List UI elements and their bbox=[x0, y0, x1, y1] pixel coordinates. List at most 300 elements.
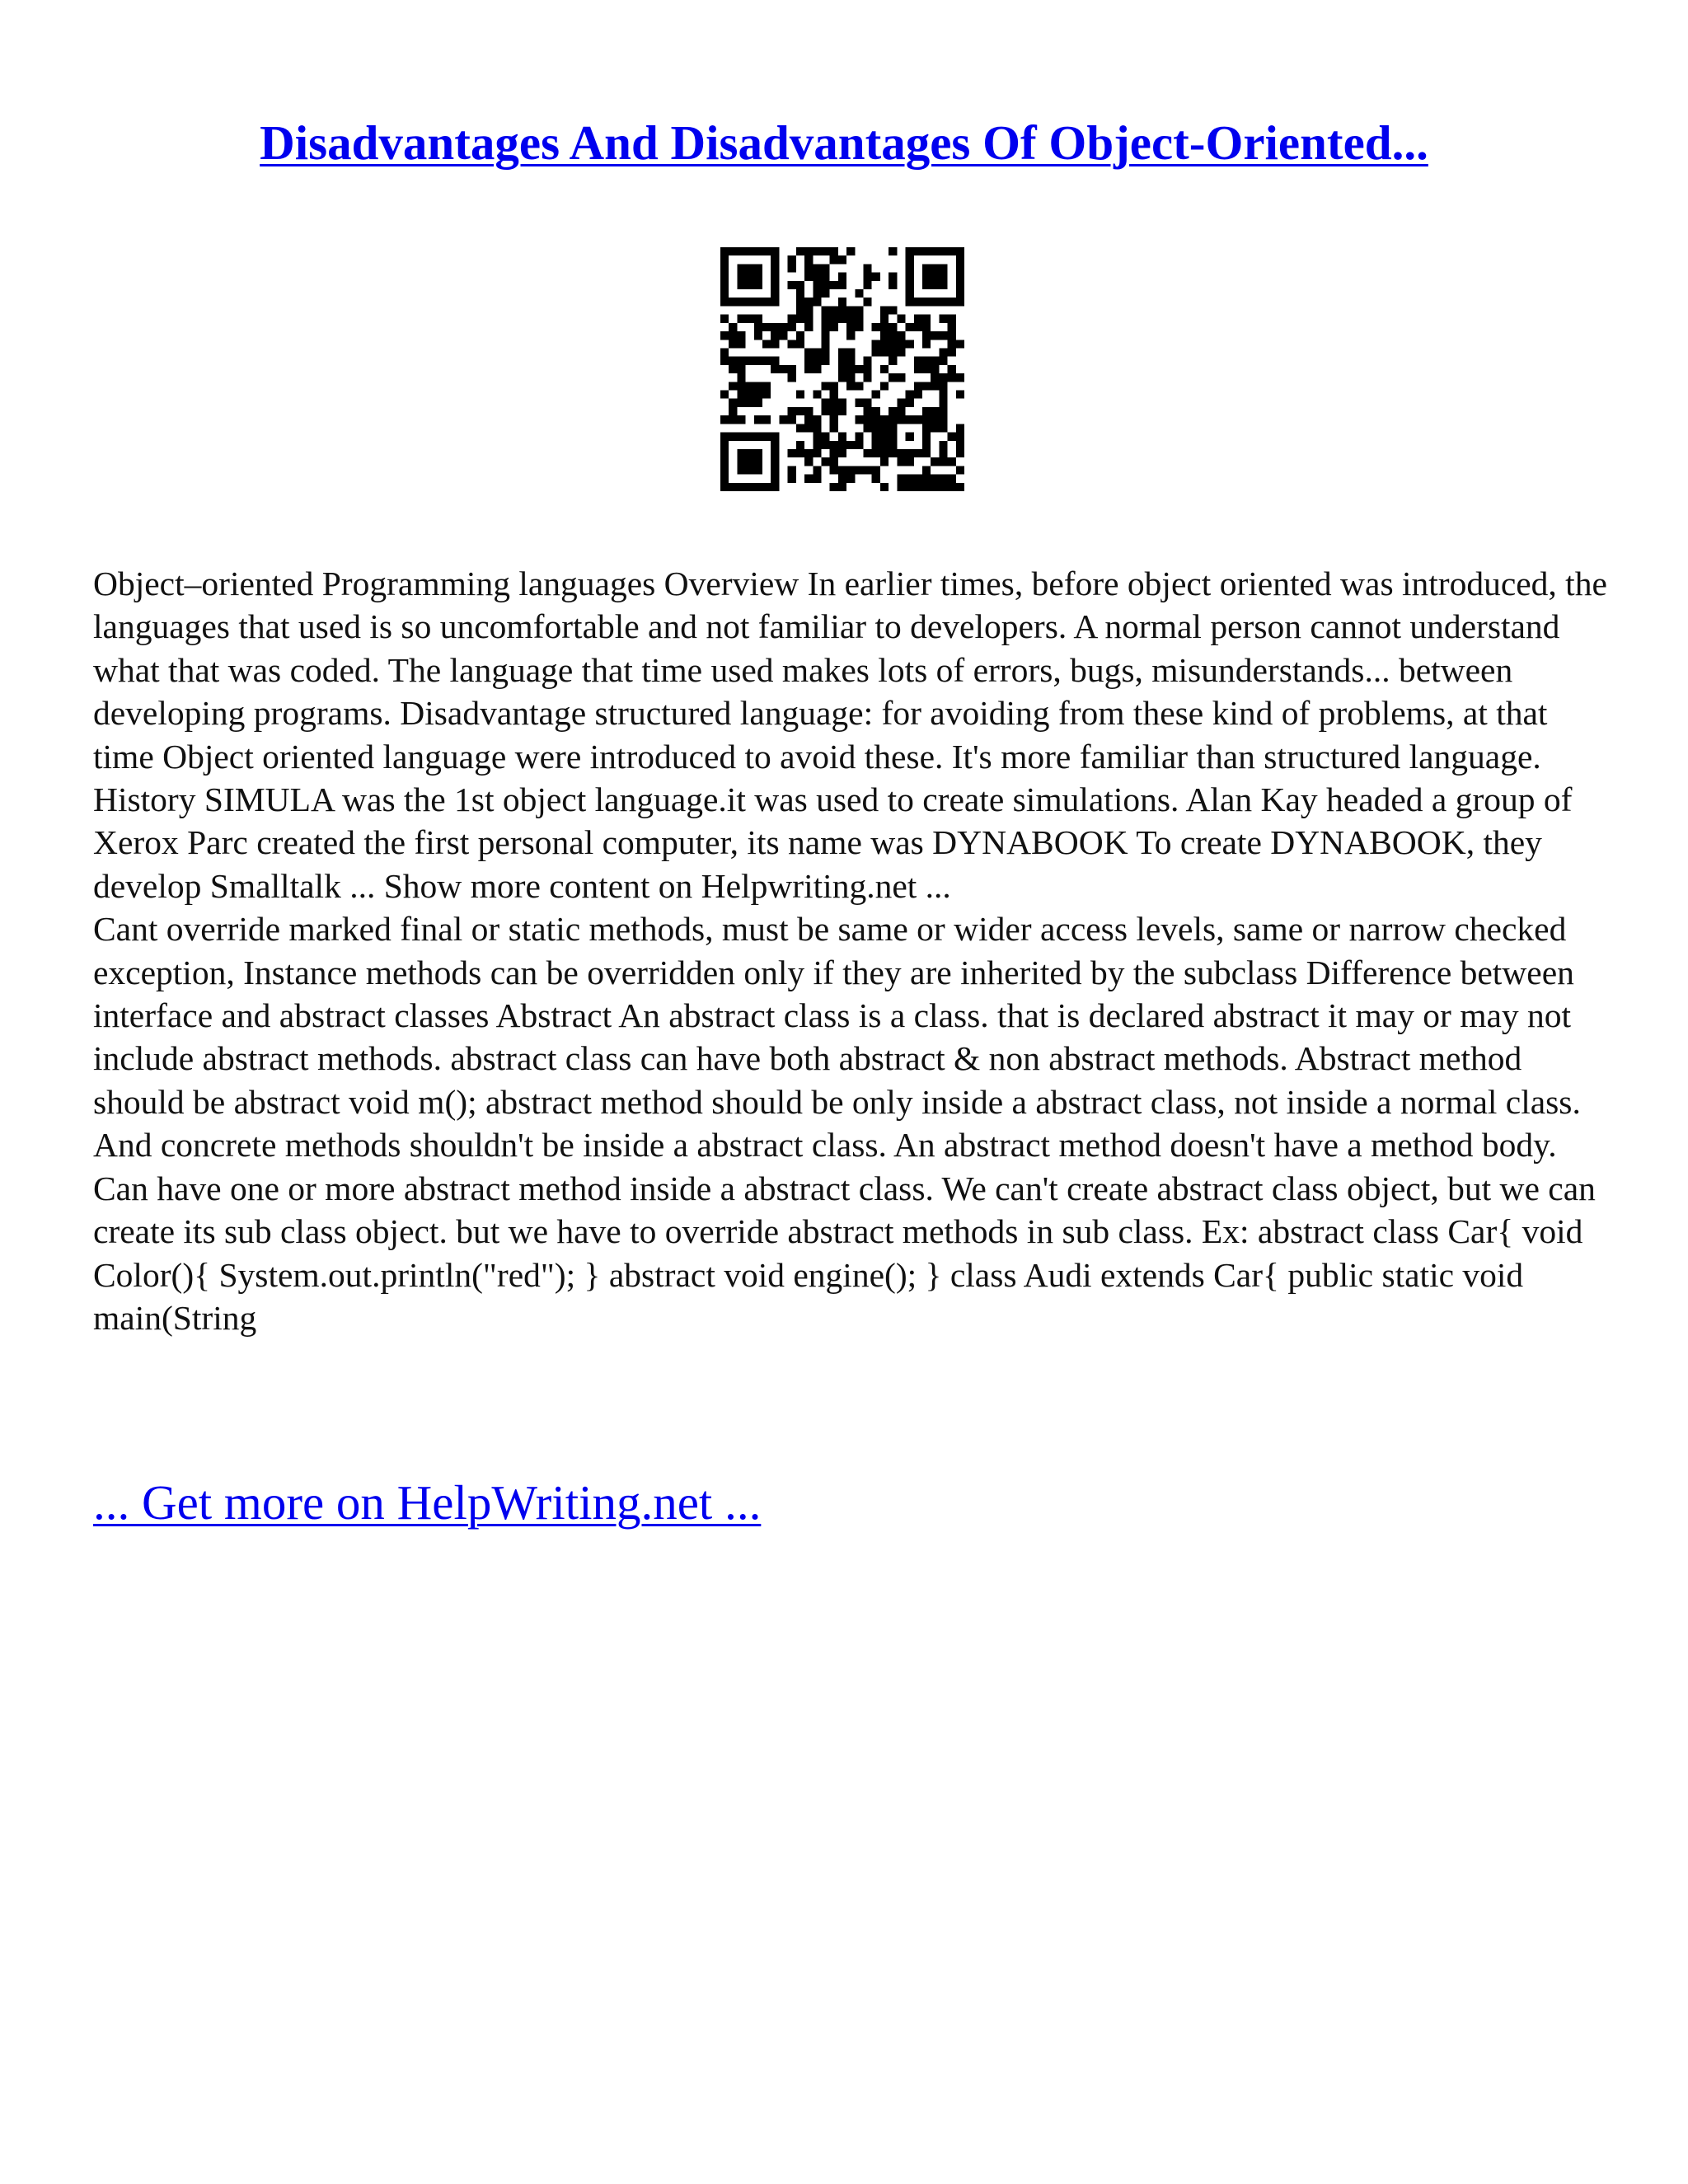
qr-module bbox=[804, 306, 813, 314]
qr-module bbox=[762, 391, 771, 399]
qr-module bbox=[720, 457, 729, 466]
qr-module bbox=[796, 449, 804, 457]
qr-module bbox=[906, 457, 914, 466]
qr-module bbox=[729, 415, 737, 424]
qr-module bbox=[720, 483, 729, 491]
qr-module bbox=[922, 340, 931, 348]
qr-module bbox=[754, 382, 762, 390]
qr-module bbox=[779, 323, 787, 331]
qr-module bbox=[813, 273, 821, 281]
qr-module bbox=[864, 449, 872, 457]
qr-module bbox=[838, 306, 846, 314]
qr-module bbox=[897, 399, 905, 407]
qr-module bbox=[922, 331, 931, 340]
qr-module bbox=[914, 449, 922, 457]
qr-module bbox=[762, 323, 771, 331]
qr-module bbox=[880, 424, 889, 432]
qr-module bbox=[889, 441, 897, 449]
qr-module bbox=[956, 441, 964, 449]
qr-module bbox=[729, 382, 737, 390]
qr-module bbox=[897, 348, 905, 356]
qr-module bbox=[906, 399, 914, 407]
qr-module bbox=[729, 331, 737, 340]
qr-module bbox=[771, 340, 779, 348]
paragraph-abstract-classes: Cant override marked final or static methods, must be same or wider access levels, same or narrow checked exception, Instance methods can be overridden only if they are inherited by the subclass Difference between interface and abstract classes Abstract An abstract class is a class. that is declared abstract it may or may not include abstract methods. abstract class can have both abstract & non abstract methods. Abstract method should be abstract void m(); abstract method should be only inside a abstract class, not inside a normal class. And concrete methods shouldn't be inside a abstract class. An abstract method doesn't have a method body. Can have one or more abstract method inside a abstract class. We can't create abstract class object, but we can create its sub class object. but we have to override abstract methods in sub class. Ex: abstract class Car{ void Color(){ System.out.println("red"); } abstract void engine(); } class Audi extends Car{ public static void main(String bbox=[93, 910, 1596, 1337]
qr-module bbox=[948, 298, 956, 306]
qr-module bbox=[821, 399, 829, 407]
qr-module bbox=[931, 457, 939, 466]
qr-module bbox=[872, 433, 880, 441]
qr-module bbox=[821, 340, 829, 348]
qr-module bbox=[821, 281, 829, 289]
qr-module bbox=[821, 348, 829, 356]
qr-module bbox=[897, 475, 905, 483]
qr-module bbox=[762, 433, 771, 441]
qr-module bbox=[838, 399, 846, 407]
paragraph-overview: Object–oriented Programming languages Overview In earlier times, before object oriented was introduced, the languages that used is so uncomfortable and not familiar to developers. A normal person cannot understand what that was coded. The language that time used makes lots of errors, bugs, misunderstands... between developing programs. Disadvantage structured language: for avoiding from these kind of problems, at that time Object oriented language were introduced to avoid these. It's more familiar than structured language. History SIMULA was the 1st object language.it was used to create simulations. Alan Kay headed a group of Xerox Parc created the first personal computer, its name was DYNABOOK To create DYNABOOK, they develop Smalltalk ... Show more content on Helpwriting.net ... bbox=[93, 565, 1607, 905]
qr-module bbox=[754, 264, 762, 272]
qr-module bbox=[737, 433, 745, 441]
qr-module bbox=[804, 415, 813, 424]
qr-module bbox=[762, 340, 771, 348]
qr-module bbox=[729, 407, 737, 415]
qr-module bbox=[830, 255, 838, 264]
qr-module bbox=[830, 315, 838, 323]
qr-module bbox=[804, 365, 813, 373]
qr-code-image bbox=[720, 247, 964, 491]
qr-module bbox=[872, 424, 880, 432]
qr-module bbox=[922, 449, 931, 457]
qr-module bbox=[864, 298, 872, 306]
qr-module bbox=[922, 466, 931, 474]
qr-module bbox=[813, 348, 821, 356]
qr-module bbox=[813, 289, 821, 298]
qr-module bbox=[889, 247, 897, 255]
qr-module bbox=[804, 255, 813, 264]
qr-module bbox=[813, 281, 821, 289]
qr-module bbox=[720, 475, 729, 483]
qr-module bbox=[788, 407, 796, 415]
qr-module bbox=[737, 391, 745, 399]
qr-module bbox=[813, 475, 821, 483]
qr-module bbox=[796, 424, 804, 432]
qr-module bbox=[939, 281, 947, 289]
qr-module bbox=[729, 399, 737, 407]
qr-module bbox=[838, 315, 846, 323]
qr-module bbox=[864, 273, 872, 281]
qr-module bbox=[729, 340, 737, 348]
qr-module bbox=[838, 273, 846, 281]
qr-module bbox=[948, 433, 956, 441]
qr-module bbox=[914, 365, 922, 373]
qr-module bbox=[729, 433, 737, 441]
qr-module bbox=[754, 281, 762, 289]
qr-module bbox=[939, 247, 947, 255]
qr-module bbox=[897, 457, 905, 466]
qr-module bbox=[771, 357, 779, 365]
qr-module bbox=[931, 415, 939, 424]
qr-module bbox=[948, 340, 956, 348]
qr-module bbox=[939, 407, 947, 415]
qr-module bbox=[880, 457, 889, 466]
qr-module bbox=[771, 457, 779, 466]
qr-module bbox=[880, 323, 889, 331]
qr-module bbox=[956, 340, 964, 348]
qr-module bbox=[746, 357, 754, 365]
qr-module bbox=[897, 315, 905, 323]
qr-module bbox=[880, 340, 889, 348]
qr-module bbox=[737, 457, 745, 466]
qr-module bbox=[771, 441, 779, 449]
qr-module bbox=[846, 373, 855, 382]
qr-module bbox=[737, 340, 745, 348]
qr-module bbox=[939, 331, 947, 340]
qr-module bbox=[880, 348, 889, 356]
qr-module bbox=[838, 357, 846, 365]
qr-module bbox=[737, 315, 745, 323]
qr-module bbox=[846, 247, 855, 255]
qr-module bbox=[813, 449, 821, 457]
qr-module bbox=[948, 457, 956, 466]
qr-module bbox=[864, 281, 872, 289]
qr-module bbox=[872, 466, 880, 474]
qr-module bbox=[931, 331, 939, 340]
qr-module bbox=[804, 424, 813, 432]
qr-module bbox=[813, 433, 821, 441]
qr-module bbox=[830, 466, 838, 474]
qr-module bbox=[754, 415, 762, 424]
qr-module bbox=[720, 415, 729, 424]
qr-module bbox=[956, 466, 964, 474]
qr-module bbox=[720, 466, 729, 474]
qr-module bbox=[830, 457, 838, 466]
qr-module bbox=[830, 247, 838, 255]
qr-module bbox=[838, 433, 846, 441]
qr-code-graphic bbox=[720, 247, 964, 491]
qr-module bbox=[838, 281, 846, 289]
qr-module bbox=[788, 340, 796, 348]
qr-module bbox=[838, 449, 846, 457]
qr-module bbox=[906, 281, 914, 289]
qr-module bbox=[889, 340, 897, 348]
qr-module bbox=[729, 247, 737, 255]
qr-module bbox=[804, 264, 813, 272]
qr-module bbox=[914, 415, 922, 424]
qr-module bbox=[821, 247, 829, 255]
qr-module bbox=[956, 391, 964, 399]
qr-module bbox=[906, 289, 914, 298]
qr-module bbox=[864, 407, 872, 415]
qr-module bbox=[762, 483, 771, 491]
qr-module bbox=[922, 441, 931, 449]
qr-module bbox=[864, 415, 872, 424]
qr-module bbox=[821, 315, 829, 323]
qr-module bbox=[830, 407, 838, 415]
qr-module bbox=[956, 281, 964, 289]
qr-module bbox=[737, 247, 745, 255]
qr-module bbox=[864, 357, 872, 365]
qr-module bbox=[880, 483, 889, 491]
qr-module bbox=[906, 449, 914, 457]
qr-module bbox=[846, 382, 855, 390]
qr-module bbox=[872, 348, 880, 356]
qr-module bbox=[880, 433, 889, 441]
qr-module bbox=[864, 373, 872, 382]
qr-module bbox=[846, 331, 855, 340]
qr-module bbox=[880, 382, 889, 390]
qr-module bbox=[948, 323, 956, 331]
qr-module bbox=[788, 255, 796, 264]
qr-module bbox=[821, 323, 829, 331]
qr-module bbox=[737, 281, 745, 289]
qr-module bbox=[796, 247, 804, 255]
qr-module bbox=[830, 281, 838, 289]
qr-module bbox=[939, 298, 947, 306]
qr-module bbox=[788, 365, 796, 373]
qr-module bbox=[914, 382, 922, 390]
qr-module bbox=[804, 457, 813, 466]
qr-module bbox=[729, 298, 737, 306]
qr-module bbox=[864, 399, 872, 407]
qr-module bbox=[771, 247, 779, 255]
qr-module bbox=[737, 264, 745, 272]
qr-module bbox=[939, 391, 947, 399]
qr-module bbox=[830, 424, 838, 432]
qr-module bbox=[813, 298, 821, 306]
qr-module bbox=[754, 331, 762, 340]
qr-module bbox=[729, 357, 737, 365]
qr-module bbox=[830, 391, 838, 399]
qr-module bbox=[788, 449, 796, 457]
qr-module bbox=[830, 306, 838, 314]
qr-module bbox=[804, 323, 813, 331]
qr-module bbox=[796, 340, 804, 348]
qr-module bbox=[914, 391, 922, 399]
qr-module bbox=[838, 348, 846, 356]
qr-module bbox=[864, 466, 872, 474]
qr-module bbox=[931, 298, 939, 306]
qr-module bbox=[872, 449, 880, 457]
qr-module bbox=[737, 273, 745, 281]
qr-module bbox=[796, 391, 804, 399]
qr-module bbox=[821, 441, 829, 449]
qr-module bbox=[720, 331, 729, 340]
qr-module bbox=[939, 399, 947, 407]
qr-module bbox=[889, 433, 897, 441]
qr-module bbox=[830, 415, 838, 424]
qr-module bbox=[746, 466, 754, 474]
qr-module bbox=[880, 365, 889, 373]
qr-module bbox=[889, 273, 897, 281]
qr-module bbox=[855, 365, 863, 373]
qr-module bbox=[906, 483, 914, 491]
qr-module bbox=[838, 365, 846, 373]
qr-module bbox=[796, 289, 804, 298]
qr-module bbox=[956, 255, 964, 264]
qr-module bbox=[830, 382, 838, 390]
qr-module bbox=[771, 255, 779, 264]
qr-module bbox=[804, 247, 813, 255]
qr-module bbox=[931, 273, 939, 281]
qr-module bbox=[889, 348, 897, 356]
qr-module bbox=[729, 323, 737, 331]
qr-module bbox=[779, 415, 787, 424]
qr-module bbox=[771, 264, 779, 272]
qr-module bbox=[956, 483, 964, 491]
qr-module bbox=[796, 298, 804, 306]
qr-module bbox=[931, 264, 939, 272]
qr-module bbox=[804, 449, 813, 457]
qr-module bbox=[830, 323, 838, 331]
qr-module bbox=[754, 483, 762, 491]
qr-module bbox=[746, 298, 754, 306]
qr-module bbox=[897, 340, 905, 348]
qr-module bbox=[864, 365, 872, 373]
qr-module bbox=[948, 331, 956, 340]
qr-module bbox=[922, 365, 931, 373]
qr-module bbox=[754, 449, 762, 457]
qr-module bbox=[804, 315, 813, 323]
qr-module bbox=[788, 415, 796, 424]
qr-module bbox=[720, 289, 729, 298]
qr-module bbox=[906, 255, 914, 264]
qr-module bbox=[889, 331, 897, 340]
qr-module bbox=[838, 407, 846, 415]
qr-module bbox=[948, 247, 956, 255]
qr-module bbox=[897, 331, 905, 340]
qr-module bbox=[939, 348, 947, 356]
qr-module bbox=[906, 323, 914, 331]
qr-module bbox=[771, 475, 779, 483]
qr-module bbox=[846, 315, 855, 323]
qr-module bbox=[771, 289, 779, 298]
qr-module bbox=[922, 382, 931, 390]
qr-module bbox=[922, 357, 931, 365]
qr-module bbox=[939, 415, 947, 424]
qr-module bbox=[939, 273, 947, 281]
qr-module bbox=[821, 407, 829, 415]
qr-module bbox=[855, 382, 863, 390]
qr-module bbox=[948, 373, 956, 382]
qr-module bbox=[746, 449, 754, 457]
qr-module bbox=[922, 298, 931, 306]
qr-module bbox=[906, 247, 914, 255]
qr-module bbox=[821, 382, 829, 390]
get-more-link-container bbox=[93, 1474, 761, 1531]
qr-module bbox=[720, 348, 729, 356]
qr-module bbox=[737, 373, 745, 382]
qr-module bbox=[872, 340, 880, 348]
qr-module bbox=[914, 247, 922, 255]
qr-module bbox=[788, 466, 796, 474]
qr-module bbox=[729, 365, 737, 373]
qr-module bbox=[906, 475, 914, 483]
qr-module bbox=[880, 315, 889, 323]
qr-module bbox=[754, 433, 762, 441]
qr-module bbox=[889, 424, 897, 432]
qr-module bbox=[804, 273, 813, 281]
qr-module bbox=[889, 449, 897, 457]
qr-module bbox=[754, 247, 762, 255]
qr-module bbox=[737, 415, 745, 424]
qr-module bbox=[956, 289, 964, 298]
qr-module bbox=[821, 289, 829, 298]
qr-module bbox=[948, 483, 956, 491]
qr-module bbox=[746, 315, 754, 323]
qr-module bbox=[880, 415, 889, 424]
qr-module bbox=[880, 306, 889, 314]
qr-module bbox=[737, 449, 745, 457]
qr-module bbox=[737, 466, 745, 474]
qr-module bbox=[897, 407, 905, 415]
qr-module bbox=[771, 483, 779, 491]
qr-module bbox=[846, 466, 855, 474]
qr-module bbox=[821, 357, 829, 365]
qr-module bbox=[762, 382, 771, 390]
qr-module bbox=[914, 315, 922, 323]
qr-module bbox=[813, 264, 821, 272]
get-more-link[interactable]: ... Get more on HelpWriting.net ... bbox=[93, 1475, 762, 1530]
qr-module bbox=[838, 298, 846, 306]
qr-module bbox=[788, 281, 796, 289]
qr-module bbox=[872, 475, 880, 483]
qr-module bbox=[830, 449, 838, 457]
qr-module bbox=[804, 475, 813, 483]
qr-module bbox=[948, 365, 956, 373]
qr-module bbox=[720, 281, 729, 289]
qr-module bbox=[889, 323, 897, 331]
qr-module bbox=[939, 357, 947, 365]
qr-module bbox=[956, 264, 964, 272]
qr-module bbox=[746, 273, 754, 281]
qr-module bbox=[821, 264, 829, 272]
qr-module bbox=[906, 264, 914, 272]
qr-module bbox=[762, 298, 771, 306]
qr-module bbox=[939, 483, 947, 491]
qr-module bbox=[796, 331, 804, 340]
qr-module bbox=[956, 424, 964, 432]
qr-module bbox=[846, 441, 855, 449]
qr-module bbox=[771, 298, 779, 306]
qr-module bbox=[796, 281, 804, 289]
qr-module bbox=[804, 357, 813, 365]
qr-module bbox=[737, 399, 745, 407]
qr-module bbox=[922, 475, 931, 483]
qr-module bbox=[956, 449, 964, 457]
qr-module bbox=[771, 365, 779, 373]
qr-module bbox=[796, 315, 804, 323]
qr-module bbox=[788, 315, 796, 323]
qr-module bbox=[939, 449, 947, 457]
qr-module bbox=[830, 483, 838, 491]
title-link[interactable]: Disadvantages And Disadvantages Of Object-Oriented... bbox=[260, 115, 1428, 170]
qr-module bbox=[855, 415, 863, 424]
qr-module bbox=[737, 331, 745, 340]
qr-module bbox=[720, 441, 729, 449]
qr-module bbox=[906, 391, 914, 399]
qr-module bbox=[720, 433, 729, 441]
qr-module bbox=[746, 483, 754, 491]
qr-module bbox=[813, 391, 821, 399]
qr-module bbox=[922, 273, 931, 281]
qr-module bbox=[906, 273, 914, 281]
qr-module bbox=[914, 475, 922, 483]
qr-module bbox=[737, 382, 745, 390]
qr-module bbox=[889, 415, 897, 424]
qr-module bbox=[746, 457, 754, 466]
qr-module bbox=[922, 433, 931, 441]
qr-module bbox=[813, 247, 821, 255]
